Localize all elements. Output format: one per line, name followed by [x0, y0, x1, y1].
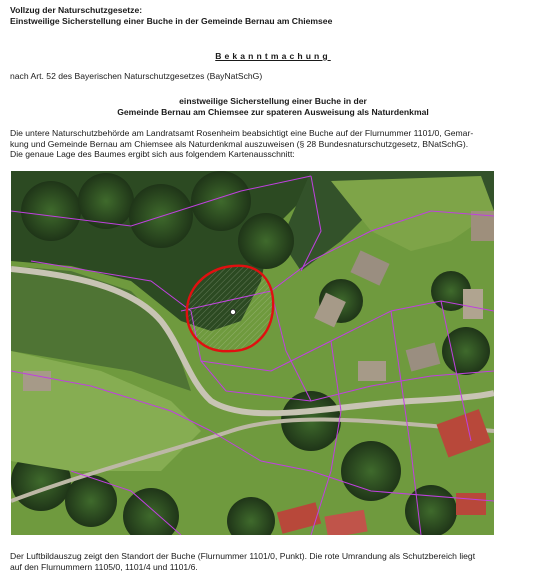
aerial-map-image: [11, 171, 494, 535]
intro-line-1: Die untere Naturschutzbehörde am Landratsamt Rosenheim beabsichtigt eine Buche auf der Flurnummer 1101/0, Gemar-: [10, 128, 474, 138]
subject-line-2: Gemeinde Bernau am Chiemsee zur spateren Ausweisung als Naturdenkmal: [117, 106, 429, 117]
header-line-1: Vollzug der Naturschutzgesetze:: [10, 5, 143, 15]
document-header: [10, 5, 540, 26]
subject-title: [0, 96, 546, 117]
caption-line-2: auf den Flurnummern 1105/0, 1101/4 und 1101/6.: [10, 561, 198, 572]
caption-line-1: Der Luftbildauszug zeigt den Standort der Buche (Flurnummer 1101/0, Punkt). Die rote Umrandung als Schutzbereich liegt: [10, 551, 476, 561]
announcement-heading: Bekanntmachung: [215, 51, 331, 61]
intro-line-2: kung und Gemeinde Bernau am Chiemsee als Naturdenkmal auszuweisen (§ 28 Bundesnaturschutzgesetz, BNatSchG).: [10, 138, 469, 149]
legal-basis-text: nach Art. 52 des Bayerischen Naturschutzgesetzes (BayNatSchG): [10, 71, 263, 81]
intro-paragraph: [10, 128, 540, 160]
beech-tree-point: [230, 309, 235, 314]
intro-line-3: Die genaue Lage des Baumes ergibt sich aus folgendem Kartenausschnitt:: [10, 149, 295, 160]
map-caption: [10, 551, 540, 572]
header-line-2: Einstweilige Sicherstellung einer Buche in der Gemeinde Bernau am Chiemsee: [10, 15, 333, 26]
subject-line-1: einstweilige Sicherstellung einer Buche in der: [179, 96, 367, 106]
